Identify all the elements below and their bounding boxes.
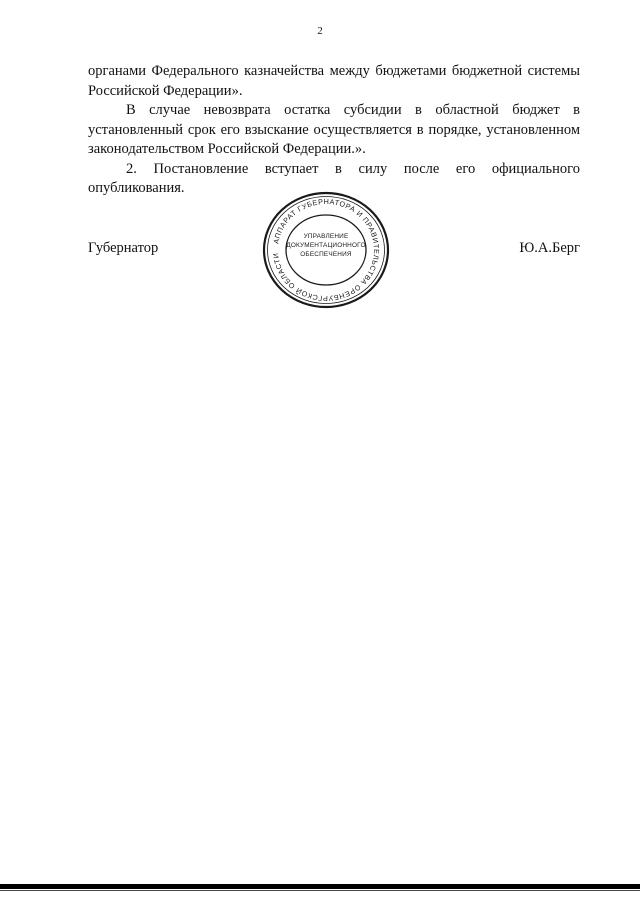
seal-center-text	[261, 232, 391, 259]
seal-center-line: УПРАВЛЕНИЕ	[303, 233, 349, 240]
seal-ring-text: АППАРАТ ГУБЕРНАТОРА И ПРАВИТЕЛЬСТВА ОРЕНБУРГСКОЙ ОБЛАСТИ	[271, 196, 382, 304]
page-number: 2	[317, 25, 323, 37]
paragraph-refund-clause: В случае невозврата остатка субсидии в областной бюджет в установленный срок его взыскание осуществляется в порядке, установленном законодательством Российской Федерации.».	[88, 102, 580, 157]
document-body	[88, 62, 580, 199]
scan-bottom-border-thin	[0, 890, 640, 891]
signatory-title: Губернатор	[88, 240, 159, 256]
scan-bottom-border	[0, 884, 640, 889]
seal-center-line: ОБЕСПЕЧЕНИЯ	[300, 251, 352, 258]
paragraph-continuation: органами Федерального казначейства между бюджетами бюджетной системы Российской Федерации».	[88, 63, 580, 99]
paragraph-effective-date: 2. Постановление вступает в силу после его официального опубликования.	[88, 160, 580, 196]
signatory-name: Ю.А.Берг	[519, 240, 580, 256]
official-seal-stamp	[261, 191, 391, 309]
seal-center-line: ДОКУМЕНТАЦИОННОГО	[286, 242, 366, 249]
